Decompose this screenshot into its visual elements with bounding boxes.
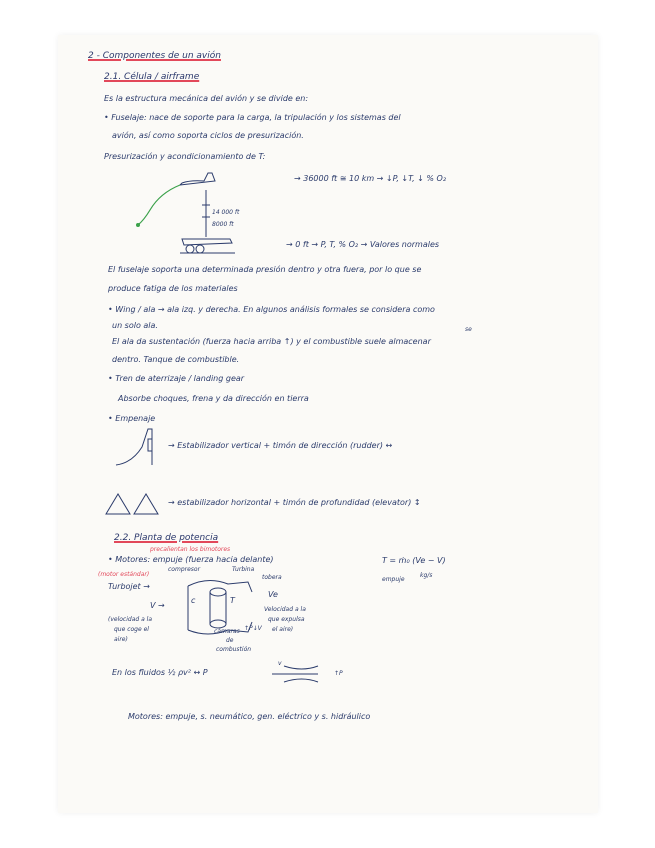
presurizacion-heading: Presurización y acondicionamiento de T:: [104, 152, 266, 161]
altitude-8000: 8000 ft: [212, 221, 234, 228]
motores-empuje: • Motores: empuje (fuerza hacia delante): [108, 555, 274, 564]
fuselaje-soporta-2: produce fatiga de los materiales: [108, 284, 238, 293]
empenaje-heading: • Empenaje: [108, 414, 156, 423]
horizontal-stabilizer-sketch: [104, 488, 164, 518]
tren-text-2: Absorbe choques, frena y da dirección en tierra: [118, 394, 309, 403]
wing-text-2: un solo ala.: [112, 321, 158, 330]
subsection-planta: 2.2. Planta de potencia: [114, 533, 219, 543]
intro-text: Es la estructura mecánica del avión y se divide en:: [104, 94, 309, 103]
wing-text-1: • Wing / ala → ala izq. y derecha. En algunos análisis formales se considera como: [108, 305, 435, 314]
label-tobera: tobera: [262, 574, 282, 581]
motores-final: Motores: empuje, s. neumático, gen. eléctrico y s. hidráulico: [128, 712, 371, 721]
label-compresor: compresor: [168, 566, 201, 573]
vel-coge-3: aire): [114, 636, 128, 643]
label-turbina: Turbina: [232, 566, 255, 573]
wing-superscript: se: [465, 326, 472, 333]
compressor-letter: c: [191, 596, 196, 605]
fuselaje-soporta-1: El fuselaje soporta una determinada presión dentro y otra fuera, por lo que se: [108, 265, 422, 274]
motor-estandar-note: (motor estándar): [98, 571, 150, 578]
inlet-velocity: V →: [150, 601, 165, 610]
wing-text-3: El ala da sustentación (fuerza hacia arriba ↑) y el combustible suele almacenar: [112, 337, 431, 346]
vel-expulsa-2: que expulsa: [268, 616, 305, 623]
altitude-14000: 14 000 ft: [212, 209, 240, 216]
nozzle-v: v: [278, 660, 282, 667]
wing-text-4: dentro. Tanque de combustible.: [112, 355, 240, 364]
estabilizador-vertical: → Estabilizador vertical + timón de dirección (rudder) ↔: [168, 441, 393, 450]
turbine-letter: T: [230, 596, 235, 605]
altitude-zero: → 0 ft → P, T, % O₂ → Valores normales: [286, 240, 440, 249]
turbojet-label: Turbojet →: [108, 582, 150, 591]
section-title: 2 - Componentes de un avión: [88, 51, 221, 61]
nozzle-sketch: [268, 662, 328, 686]
altitude-36000: → 36000 ft ≅ 10 km → ↓P, ↓T, ↓ % O₂: [294, 174, 447, 183]
exit-velocity: Ve: [268, 590, 278, 599]
fluidos-text: En los fluidos ½ ρv² ↔ P: [112, 668, 208, 677]
fuselaje-text-2: avión, así como soporta ciclos de presurización.: [112, 131, 304, 140]
camara-3: combustión: [216, 646, 252, 653]
formula-units: kg/s: [420, 572, 433, 579]
pressure-note: ↑P↓V: [244, 625, 262, 632]
vel-coge-2: que coge el: [114, 626, 149, 633]
formula-empuje: empuje: [382, 576, 405, 583]
vertical-stabilizer-sketch: [112, 425, 162, 467]
tren-text-1: • Tren de aterrizaje / landing gear: [108, 374, 245, 383]
estabilizador-horizontal: → estabilizador horizontal + timón de profundidad (elevator) ↕: [168, 498, 421, 507]
thrust-formula: T = ṁ₀ (Ve − V): [382, 556, 446, 565]
vel-coge-1: (velocidad a la: [108, 616, 153, 623]
vel-expulsa-3: el aire): [272, 626, 294, 633]
nozzle-p: ↑P: [334, 670, 343, 677]
subsection-airframe: 2.1. Célula / airframe: [104, 72, 200, 82]
fuselaje-text-1: • Fuselaje: nace de soporte para la carga, la tripulación y los sistemas del: [104, 113, 401, 122]
camara-1: cámaras: [214, 628, 240, 635]
camara-2: de: [226, 637, 234, 644]
precalientan-note: precalientan los bimotores: [150, 546, 231, 553]
vel-expulsa-1: Velocidad a la: [264, 606, 306, 613]
